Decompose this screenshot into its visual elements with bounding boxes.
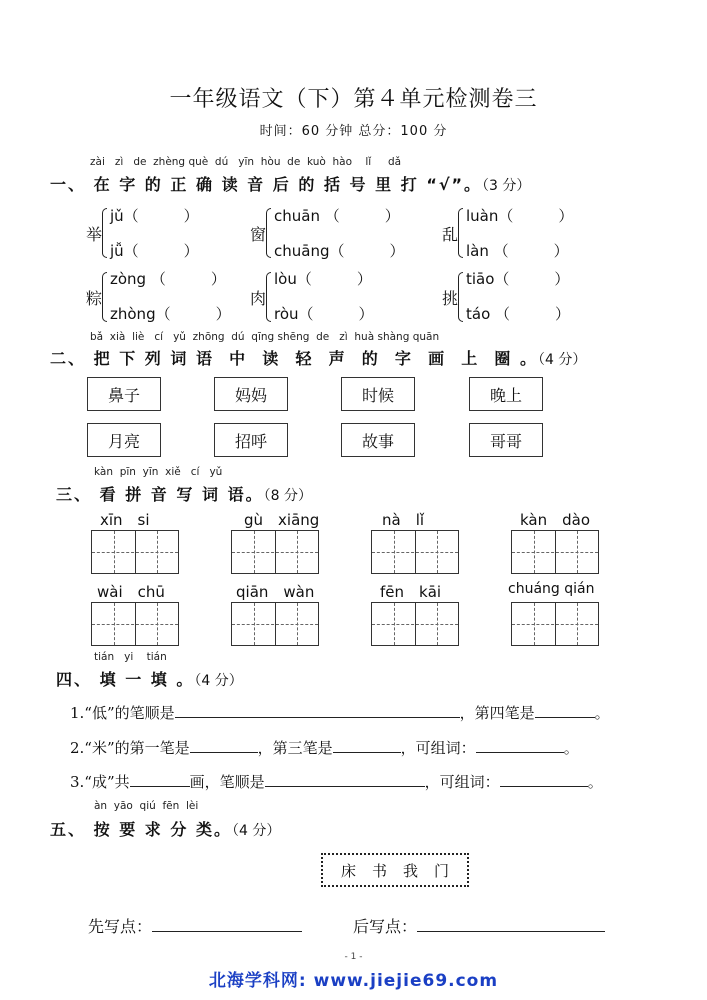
box-char: 门 xyxy=(433,861,449,880)
heading-char: 后 xyxy=(272,175,291,194)
q4-line-1 xyxy=(70,702,610,723)
exam-info: 时间：60 分钟 总分：100 分 xyxy=(259,124,448,139)
heading-char: 按 xyxy=(93,820,112,839)
heading-char: 词 xyxy=(170,349,189,368)
pinyin: yāo xyxy=(113,800,133,812)
heading-char: 填 xyxy=(99,670,118,689)
box-char: 我 xyxy=(402,861,418,880)
heading-char: 把 xyxy=(93,349,112,368)
word-box[interactable]: 时候 xyxy=(341,377,415,411)
q4-score: （4 分） xyxy=(194,673,243,689)
tianzige-cell[interactable] xyxy=(511,602,599,646)
answer-blank[interactable] xyxy=(265,772,425,787)
fill-text: ，可组词： xyxy=(400,739,476,757)
q3-prompt: wài chū xyxy=(97,583,165,601)
pinyin: shēng xyxy=(277,331,310,343)
fill-text: ，第三笔是 xyxy=(257,739,333,757)
q5-after-row xyxy=(353,914,605,937)
heading-char: 号 xyxy=(349,175,368,194)
q3-number: 三、 xyxy=(56,485,93,504)
q2-pinyin xyxy=(90,331,439,343)
pinyin: zì xyxy=(114,156,124,168)
pinyin: dú xyxy=(231,331,245,343)
heading-char: 的 xyxy=(361,349,380,368)
q1-option: chuān （ ） xyxy=(274,207,400,225)
q1-option: zòng （ ） xyxy=(110,270,226,288)
word-box[interactable]: 晚上 xyxy=(469,377,543,411)
q1-option: jǚ（ ） xyxy=(110,242,199,260)
heading-char: 填 xyxy=(150,670,169,689)
brace-icon xyxy=(266,272,271,322)
q5-heading xyxy=(50,817,280,840)
pinyin: bǎ xyxy=(90,331,104,343)
brace-icon xyxy=(266,208,271,258)
fill-text: 。 xyxy=(587,773,603,791)
fill-text: 2.“米”的第一笔是 xyxy=(70,739,190,757)
heading-tail: 。 xyxy=(176,670,195,689)
q4-line-3 xyxy=(70,771,603,792)
q1-char-tiao: 挑 xyxy=(442,289,459,308)
heading-char: 语 xyxy=(227,485,246,504)
tianzige-cell[interactable] xyxy=(511,530,599,574)
q1-char-chuang: 窗 xyxy=(250,225,267,244)
page-number: - 1 - xyxy=(344,952,363,962)
q1-option: tiāo（ ） xyxy=(466,270,570,288)
pinyin: zài xyxy=(90,156,105,168)
word-box[interactable]: 鼻子 xyxy=(87,377,161,411)
pinyin: de xyxy=(316,331,330,343)
heading-char: 打 xyxy=(400,175,419,194)
fill-text: ，第四笔是 xyxy=(459,704,535,722)
pinyin: què xyxy=(188,156,209,168)
pinyin: dú xyxy=(214,156,229,168)
heading-char: 字 xyxy=(394,349,413,368)
heading-char: 语 xyxy=(195,349,214,368)
q5-first-row xyxy=(88,914,302,937)
answer-blank[interactable] xyxy=(333,738,401,753)
q4-pinyin xyxy=(94,651,167,663)
pinyin: yǔ xyxy=(173,331,186,343)
q3-prompt: gù xiāng xyxy=(244,511,320,529)
fill-text: 1.“低”的笔顺是 xyxy=(70,704,175,722)
heading-char: 拼 xyxy=(125,485,144,504)
pinyin: hòu xyxy=(260,156,281,168)
tianzige-cell[interactable] xyxy=(371,530,459,574)
word-box[interactable]: 月亮 xyxy=(87,423,161,457)
heading-char: 字 xyxy=(119,175,138,194)
heading-char: 声 xyxy=(328,349,347,368)
heading-char: 列 xyxy=(144,349,163,368)
q3-prompt: fēn kāi xyxy=(380,583,442,601)
q3-score: （8 分） xyxy=(263,488,312,504)
q2-number: 二、 xyxy=(50,349,87,368)
pinyin: de xyxy=(287,156,301,168)
answer-blank[interactable] xyxy=(152,915,302,932)
q1-option: làn （ ） xyxy=(466,242,569,260)
brace-icon xyxy=(458,272,463,322)
q3-prompt: qiān wàn xyxy=(236,583,315,601)
heading-char: 看 xyxy=(99,485,118,504)
heading-char: 类 xyxy=(195,820,214,839)
pinyin: lèi xyxy=(185,800,199,812)
heading-tail: 。 xyxy=(213,820,232,839)
brace-icon xyxy=(102,272,107,322)
word-box[interactable]: 招呼 xyxy=(214,423,288,457)
heading-char: 里 xyxy=(375,175,394,194)
box-char: 书 xyxy=(371,861,387,880)
word-box[interactable]: 故事 xyxy=(341,423,415,457)
q1-score: （3 分） xyxy=(482,178,531,194)
pinyin: huà xyxy=(354,331,375,343)
pinyin: àn xyxy=(94,800,108,812)
q4-number: 四、 xyxy=(56,670,93,689)
heading-char: 中 xyxy=(229,349,248,368)
pinyin: tián xyxy=(94,651,115,663)
box-char: 床 xyxy=(340,861,356,880)
heading-char: 要 xyxy=(119,820,138,839)
brace-icon xyxy=(458,208,463,258)
heading-char: 下 xyxy=(119,349,138,368)
heading-char: 正 xyxy=(170,175,189,194)
heading-char: 的 xyxy=(144,175,163,194)
heading-tail: 。 xyxy=(519,349,538,368)
heading-char: 词 xyxy=(201,485,220,504)
tianzige-cell[interactable] xyxy=(231,530,319,574)
pinyin: qīng xyxy=(251,331,275,343)
heading-char: 轻 xyxy=(295,349,314,368)
q3-pinyin xyxy=(94,466,222,478)
pinyin: dǎ xyxy=(387,156,402,168)
q3-prompt: chuáng qián xyxy=(508,581,595,597)
q1-option: luàn（ ） xyxy=(466,207,574,225)
heading-char: 音 xyxy=(150,485,169,504)
fill-text: 。 xyxy=(594,704,610,722)
heading-char: 在 xyxy=(93,175,112,194)
word-box[interactable]: 哥哥 xyxy=(469,423,543,457)
heading-char: 分 xyxy=(170,820,189,839)
q1-char-ju: 举 xyxy=(86,225,103,244)
after-dot-label: 后写点： xyxy=(353,917,418,936)
heading-char: 一 xyxy=(125,670,144,689)
heading-char: 圈 xyxy=(494,349,513,368)
pinyin: zhōng xyxy=(192,331,225,343)
pinyin: liè xyxy=(132,331,145,343)
heading-char: 画 xyxy=(428,349,447,368)
pinyin: cí xyxy=(154,331,164,343)
pinyin: kuò xyxy=(306,156,326,168)
fill-text: ，可组词： xyxy=(424,773,500,791)
pinyin: cí xyxy=(190,466,200,478)
q1-option: lòu（ ） xyxy=(274,270,372,288)
heading-char: 读 xyxy=(221,175,240,194)
tianzige-cell[interactable] xyxy=(231,602,319,646)
pinyin: de xyxy=(133,156,147,168)
heading-char: 音 xyxy=(247,175,266,194)
pinyin: zhèng xyxy=(153,156,186,168)
page-title: 一年级语文（下）第４单元检测卷三 xyxy=(169,87,538,112)
pinyin: zì xyxy=(339,331,348,343)
q2-score: （4 分） xyxy=(537,352,587,368)
q1-option: táo （ ） xyxy=(466,305,571,323)
answer-blank[interactable] xyxy=(175,703,460,718)
pinyin: shàng xyxy=(377,331,410,343)
pinyin: yīn xyxy=(142,466,159,478)
answer-blank[interactable] xyxy=(190,738,258,753)
pinyin: tián xyxy=(146,651,167,663)
q1-pinyin xyxy=(90,156,401,168)
q1-option: zhòng（ ） xyxy=(110,305,231,323)
tianzige-cell[interactable] xyxy=(91,602,179,646)
fill-text: 画，笔顺是 xyxy=(189,773,265,791)
tianzige-cell[interactable] xyxy=(91,530,179,574)
heading-tail: 。 xyxy=(245,485,264,504)
pinyin: fēn xyxy=(162,800,180,812)
heading-char: 读 xyxy=(262,349,281,368)
answer-blank[interactable] xyxy=(535,703,595,718)
pinyin: yǔ xyxy=(209,466,223,478)
q2-heading xyxy=(50,346,586,369)
q5-pinyin xyxy=(94,800,198,812)
answer-blank[interactable] xyxy=(500,772,588,787)
pinyin: yi xyxy=(124,651,134,663)
heading-char: 括 xyxy=(323,175,342,194)
q1-number: 一、 xyxy=(50,175,87,194)
site-watermark: 北海学科网: www.jiejie69.com xyxy=(208,971,499,991)
pinyin: pīn xyxy=(119,466,136,478)
q1-option: jǔ（ ） xyxy=(110,207,199,225)
tianzige-cell[interactable] xyxy=(371,602,459,646)
heading-char: 确 xyxy=(195,175,214,194)
q3-heading xyxy=(56,482,312,505)
q1-char-zong: 粽 xyxy=(86,289,103,308)
q1-option: ròu（ ） xyxy=(274,305,374,323)
heading-char: 的 xyxy=(298,175,317,194)
q3-prompt: kàn dào xyxy=(520,511,591,529)
pinyin: hào xyxy=(332,156,353,168)
pinyin: quān xyxy=(412,331,440,343)
pinyin: xiě xyxy=(165,466,181,478)
pinyin: qiú xyxy=(139,800,156,812)
fill-text: 。 xyxy=(563,739,579,757)
q1-char-luan: 乱 xyxy=(442,225,459,244)
character-box xyxy=(321,853,469,887)
q3-prompt: nà lǐ xyxy=(382,511,425,529)
pinyin: xià xyxy=(109,331,126,343)
first-dot-label: 先写点： xyxy=(88,917,153,936)
pinyin: lǐ xyxy=(365,156,372,168)
q4-heading xyxy=(56,667,243,690)
q5-score: （4 分） xyxy=(232,823,281,839)
answer-blank[interactable] xyxy=(130,772,190,787)
heading-char: 求 xyxy=(144,820,163,839)
heading-char: 写 xyxy=(176,485,195,504)
pinyin: yīn xyxy=(238,156,255,168)
pinyin: kàn xyxy=(94,466,113,478)
word-box[interactable]: 妈妈 xyxy=(214,377,288,411)
heading-tail: “√”。 xyxy=(426,175,483,194)
answer-blank[interactable] xyxy=(417,915,605,932)
q1-heading xyxy=(50,172,530,195)
q1-option: chuāng（ ） xyxy=(274,242,405,260)
q3-prompt: xīn si xyxy=(100,511,150,529)
answer-blank[interactable] xyxy=(476,738,564,753)
q4-line-2 xyxy=(70,737,579,758)
q5-number: 五、 xyxy=(50,820,87,839)
brace-icon xyxy=(102,208,107,258)
q1-char-rou: 肉 xyxy=(250,289,267,308)
fill-text: 3.“成”共 xyxy=(70,773,130,791)
heading-char: 上 xyxy=(461,349,480,368)
